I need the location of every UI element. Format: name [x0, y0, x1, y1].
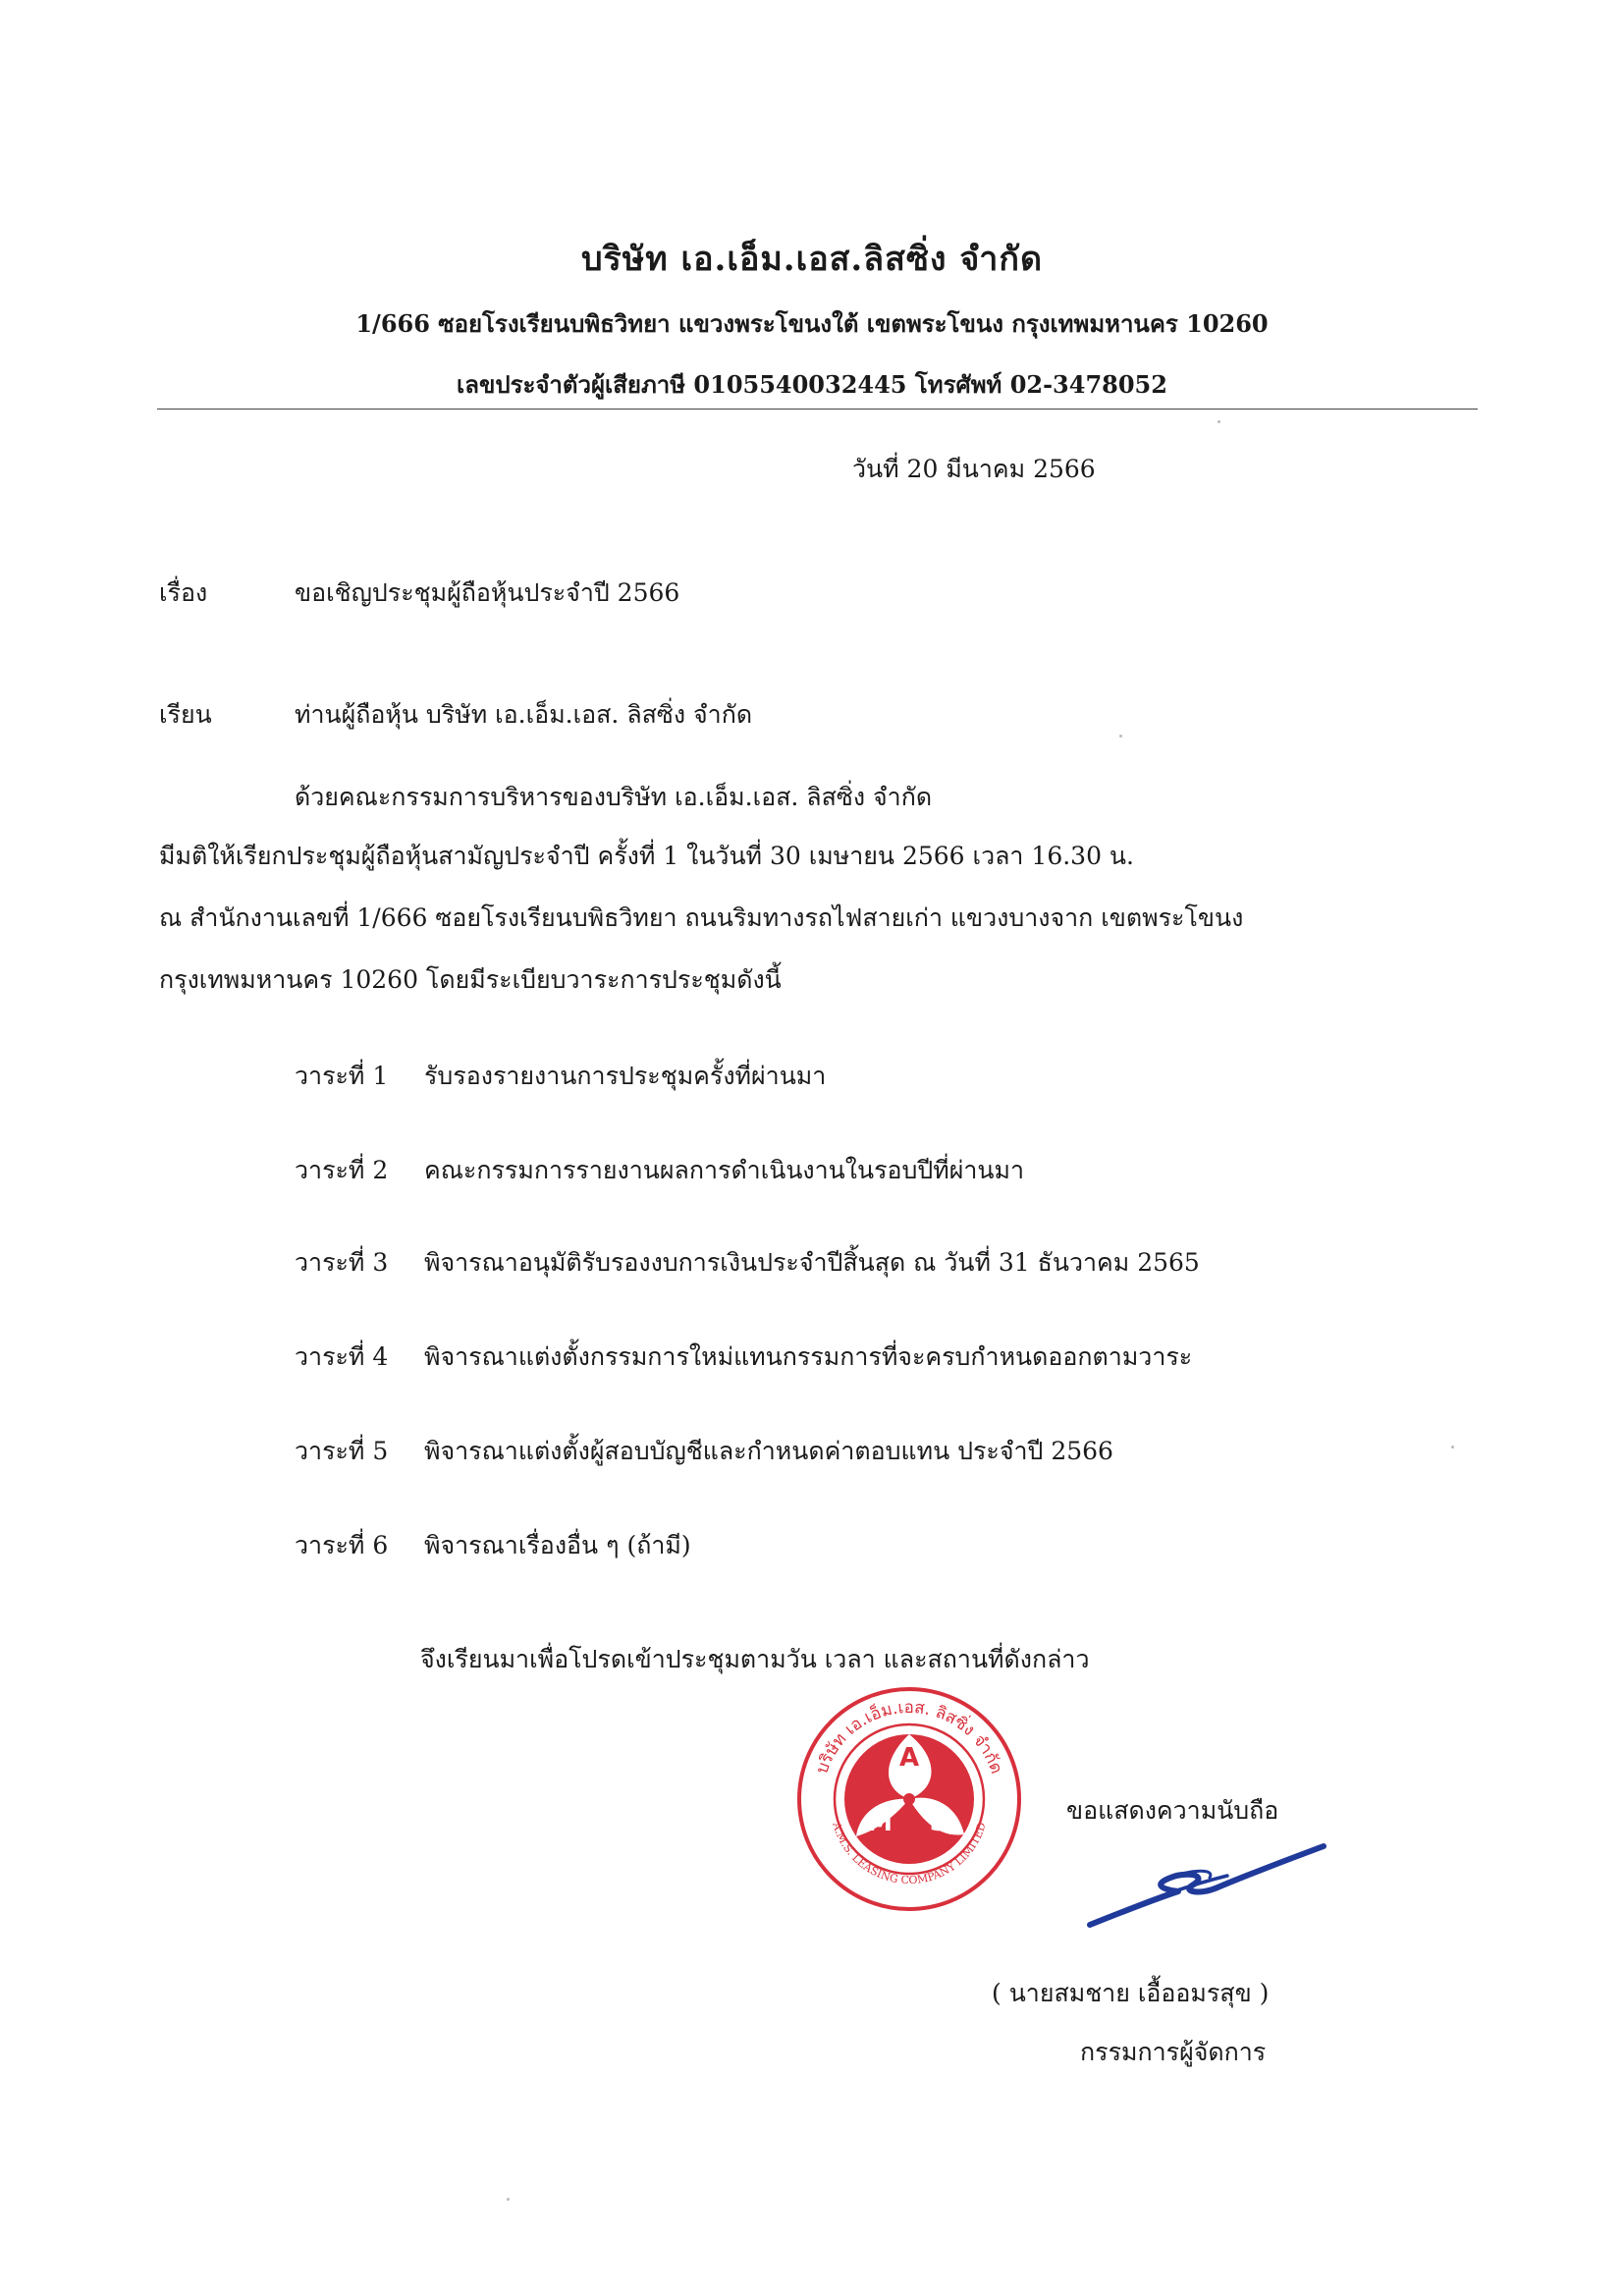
body-line-3: ณ สำนักงานเลขที่ 1/666 ซอยโรงเรียนบพิธวิทยา ถนนริมทางรถไฟสายเก่า แขวงบางจาก เขตพระโขนง	[159, 903, 1244, 932]
scan-speck	[1218, 420, 1220, 423]
company-address: 1/666 ซอยโรงเรียนบพิธวิทยา แขวงพระโขนงใต้ เขตพระโขนง กรุงเทพมหานคร 10260	[355, 309, 1269, 338]
stamp-letter-a: A	[898, 1743, 920, 1773]
agenda-label-1: วาระที่ 1	[295, 1062, 389, 1090]
body-line-1: ด้วยคณะกรรมการบริหารของบริษัท เอ.เอ็ม.เอส. ลิสซิ่ง จำกัด	[295, 783, 933, 811]
agenda-item-3: พิจารณาอนุมัติรับรองงบการเงินประจำปีสิ้นสุด ณ วันที่ 31 ธันวาคม 2565	[424, 1248, 1200, 1277]
letter-date: วันที่ 20 มีนาคม 2566	[852, 455, 1096, 483]
company-name: บริษัท เอ.เอ็ม.เอส.ลิสซิ่ง จำกัด	[580, 240, 1044, 279]
agenda-item-5: พิจารณาแต่งตั้งผู้สอบบัญชีและกำหนดค่าตอบแทน ประจำปี 2566	[424, 1437, 1113, 1465]
subject-label: เรื่อง	[159, 578, 208, 607]
agenda-label-5: วาระที่ 5	[295, 1437, 389, 1465]
stamp-top-text: บริษัท เอ.เอ็ม.เอส. ลิสซิ่ง จำกัด	[812, 1697, 1006, 1777]
scan-speck	[1451, 1446, 1454, 1449]
stamp-letter-s: S	[929, 1808, 948, 1837]
closing-text: จึงเรียนมาเพื่อโปรดเข้าประชุมตามวัน เวลา และสถานที่ดังกล่าว	[420, 1645, 1090, 1673]
body-line-2: มีมติให้เรียกประชุมผู้ถือหุ้นสามัญประจำปี ครั้งที่ 1 ในวันที่ 30 เมษายน 2566 เวลา 16.30 น.	[159, 842, 1134, 870]
scan-speck	[1119, 735, 1122, 738]
scan-speck	[507, 2198, 510, 2201]
signature	[1080, 1827, 1335, 1939]
agenda-label-6: วาระที่ 6	[295, 1531, 389, 1559]
agenda-label-4: วาระที่ 4	[295, 1342, 389, 1371]
recipient-text: ท่านผู้ถือหุ้น บริษัท เอ.เอ็ม.เอส. ลิสซิ่ง จำกัด	[295, 700, 753, 729]
agenda-item-2: คณะกรรมการรายงานผลการดำเนินงานในรอบปีที่ผ่านมา	[424, 1156, 1025, 1184]
agenda-label-3: วาระที่ 3	[295, 1248, 389, 1277]
stamp-letter-m: M	[867, 1808, 893, 1837]
company-tax-phone: เลขประจำตัวผู้เสียภาษี 0105540032445 โทรศัพท์ 02-3478052	[457, 370, 1167, 399]
letterhead-divider	[157, 409, 1478, 410]
agenda-label-2: วาระที่ 2	[295, 1156, 389, 1184]
stamp-bottom-text: A.M.S. LEASING COMPANY LIMITED	[830, 1821, 989, 1887]
agenda-item-4: พิจารณาแต่งตั้งกรรมการใหม่แทนกรรมการที่จะครบกำหนดออกตามวาระ	[424, 1342, 1193, 1371]
signer-position: กรรมการผู้จัดการ	[1080, 2038, 1267, 2066]
company-stamp	[791, 1681, 1027, 1921]
agenda-item-1: รับรองรายงานการประชุมครั้งที่ผ่านมา	[424, 1062, 827, 1090]
body-line-4: กรุงเทพมหานคร 10260 โดยมีระเบียบวาระการประชุมดังนี้	[159, 965, 782, 994]
signer-name: ( นายสมชาย เอื้ออมรสุข )	[992, 1979, 1270, 2007]
regards-text: ขอแสดงความนับถือ	[1066, 1796, 1279, 1825]
agenda-item-6: พิจารณาเรื่องอื่น ๆ (ถ้ามี)	[424, 1531, 691, 1559]
recipient-label: เรียน	[159, 700, 212, 729]
subject-text: ขอเชิญประชุมผู้ถือหุ้นประจำปี 2566	[295, 578, 680, 607]
